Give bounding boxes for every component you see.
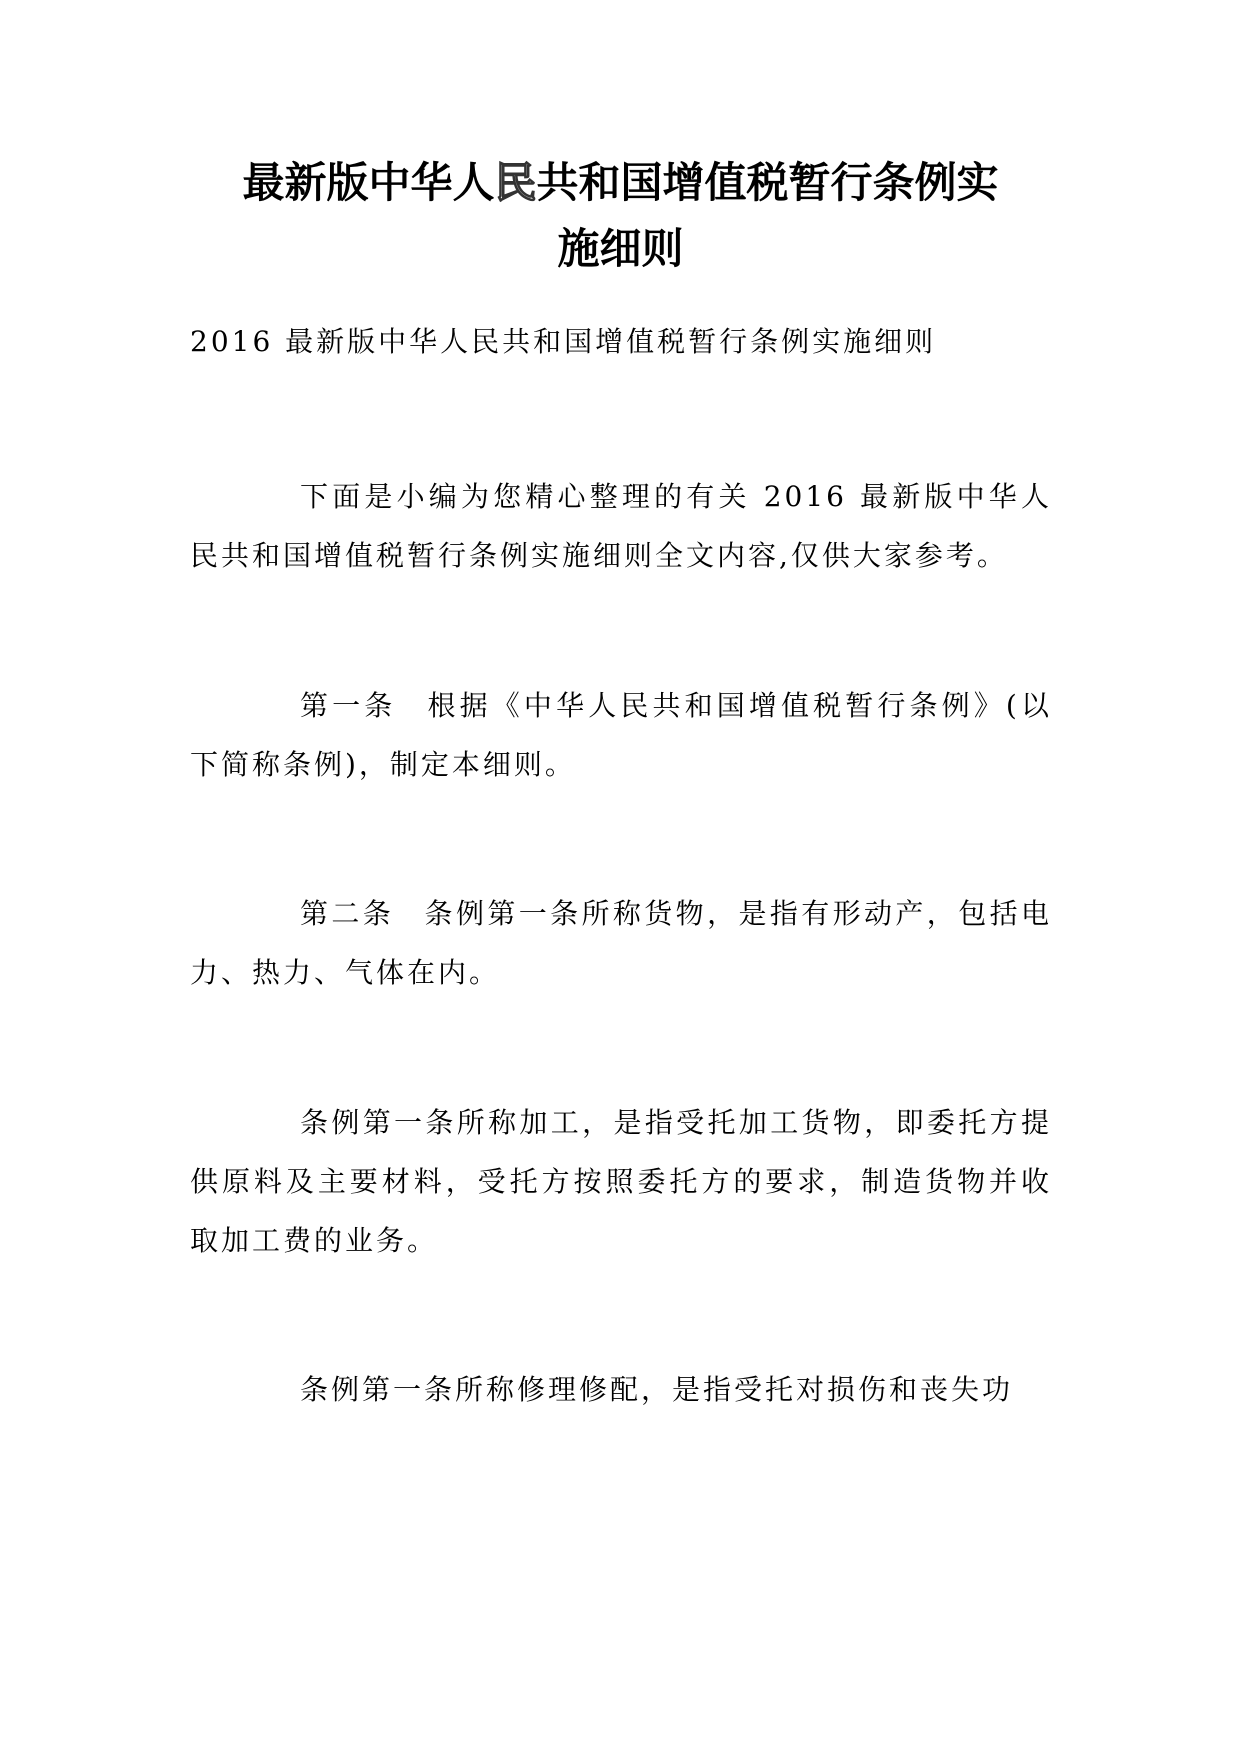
article-2-label: 第二条 bbox=[300, 897, 395, 930]
title-line2: 施细则 bbox=[557, 224, 684, 273]
article-1-label: 第一条 bbox=[300, 689, 397, 722]
intro-paragraph: 下面是小编为您精心整理的有关 2016 最新版中华人民共和国增值税暂行条例实施细则全文内容,仅供大家参考。 bbox=[190, 480, 1052, 572]
article-2 bbox=[190, 884, 1052, 1002]
document-title bbox=[190, 150, 1051, 282]
article-2-text: 条例第一条所称货物，是指有形动产，包括电力、热力、气体在内。 bbox=[190, 897, 1052, 989]
title-part1: 最新版中华人 bbox=[242, 158, 495, 207]
article-1 bbox=[190, 676, 1052, 794]
article-1-text: 根据《中华人民共和国增值税暂行条例》(以下简称条例)，制定本细则。 bbox=[190, 689, 1052, 781]
subtitle: 2016 最新版中华人民共和国增值税暂行条例实施细则 bbox=[190, 325, 937, 358]
title-part2: 共和国增值税暂行条例实 bbox=[536, 158, 999, 207]
paragraph-repair: 条例第一条所称修理修配，是指受托对损伤和丧失功 bbox=[300, 1373, 1014, 1406]
title-outlined-char: 民 bbox=[494, 158, 537, 207]
paragraph-processing: 条例第一条所称加工，是指受托加工货物，即委托方提供原料及主要材料，受托方按照委托方的要求，制造货物并收取加工费的业务。 bbox=[190, 1106, 1052, 1257]
